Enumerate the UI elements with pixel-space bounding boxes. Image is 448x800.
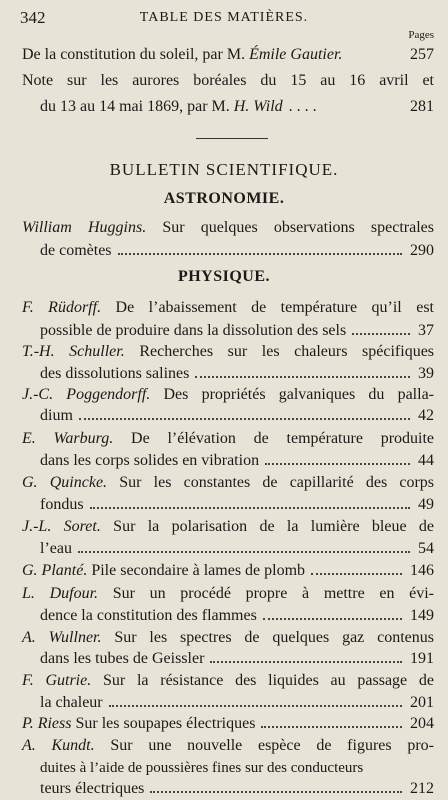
dot-leader [195,376,410,378]
entry-page: 204 [410,715,434,732]
dot-leader [261,726,402,728]
entry-author: F. Rüdorff. [22,299,102,316]
entry-page: 42 [418,407,434,424]
entry-author: A. Kundt. [22,737,95,754]
dot-leader [118,253,402,255]
dot-leader [210,661,402,663]
toc-entry-warburg-line2: dans les corps solides en vibration 44 [40,450,434,472]
entry-author: William Huggins. [22,219,147,236]
toc-entry-quincke-line1: G. Quincke. Sur les constantes de capillarité des corps [22,474,435,491]
dot-leader [265,463,410,465]
entry-page: 54 [418,540,434,557]
entry-page: 212 [410,780,434,797]
dot-leader [150,791,402,793]
dot-leader [79,418,410,420]
dot-leader: . . . . [288,98,317,115]
toc-entry-poggendorff-line2: dium 42 [40,405,434,427]
toc-entry-kundt-line2: duites à l’aide de poussières fines sur des conducteurs [40,760,364,776]
toc-entry-gautier: De la constitution du soleil, par M. Émile Gautier. 257 [22,44,434,66]
toc-entry-dufour-line2: dence la constitution des flammes 149 [40,605,434,627]
dot-leader [311,573,402,575]
entry-author: A. Wullner. [22,629,102,646]
entry-page: 149 [410,607,434,624]
entry-author: H. Wild [233,98,283,115]
entry-page: 146 [410,562,434,579]
entry-author: F. Gutrie. [22,672,92,689]
toc-entry-wullner-line2: dans les tubes de Geissler 191 [40,648,434,670]
entry-author: G. Quincke. [22,474,108,491]
entry-page: 257 [410,46,434,63]
toc-entry-rudorff-line2: possible de produire dans la dissolution des sels 37 [40,320,434,342]
page-number: 342 [20,8,46,27]
dot-leader [352,333,410,335]
entry-author: Émile Gautier. [249,46,343,63]
entry-page: 281 [410,98,434,115]
toc-entry-gutrie-line2: la chaleur 201 [40,692,434,714]
toc-entry-wild-line2: du 13 au 14 mai 1869, par M. H. Wild . . . . 281 [40,96,434,118]
entry-author: L. Dufour. [22,585,99,602]
entry-page: 290 [410,242,434,259]
entry-author: G. Planté. [22,562,88,579]
dot-leader [78,551,410,553]
entry-page: 39 [418,365,434,382]
entry-page: 37 [418,322,434,339]
entry-page: 201 [410,694,434,711]
bulletin-heading: BULLETIN SCIENTIFIQUE. [109,160,339,179]
toc-entry-dufour-line1: L. Dufour. Sur un procédé propre à mettre en évi- [22,585,435,602]
toc-entry-huggins-line1: William Huggins. Sur quelques observations spectrales [22,219,434,236]
entry-author: P. Riess [22,715,72,732]
section-heading-physique: PHYSIQUE. [177,268,271,285]
toc-entry-soret-line2: l’eau 54 [40,538,434,560]
section-heading-astronomie: ASTRONOMIE. [163,190,285,207]
entry-author: J.-L. Soret. [22,518,101,535]
toc-entry-kundt-line3: teurs électriques 212 [40,778,434,800]
toc-entry-wild-line1: Note sur les aurores boréales du 15 au 16 avril et [22,72,434,89]
toc-entry-plante: G. Planté. Pile secondaire à lames de plomb 146 [22,560,434,582]
dot-leader [263,618,402,620]
entry-page: 44 [418,452,434,469]
section-divider [196,138,268,139]
toc-entry-wullner-line1: A. Wullner. Sur les spectres de quelques gaz contenus [22,629,434,646]
toc-entry-riess: P. Riess Sur les soupapes électriques 204 [22,713,434,735]
toc-entry-poggendorff-line1: J.-C. Poggendorff. Des propriétés galvaniques du palla- [22,386,435,403]
pages-column-label: Pages [408,29,434,41]
toc-entry-schuller-line1: T.-H. Schuller. Recherches sur les chaleurs spécifiques [22,343,435,360]
toc-entry-soret-line1: J.-L. Soret. Sur la polarisation de la lumière bleue de [22,518,435,535]
dot-leader [109,705,402,707]
toc-entry-schuller-line2: des dissolutions salines 39 [40,363,434,385]
running-title: TABLE DES MATIÈRES. [139,10,309,25]
toc-entry-rudorff-line1: F. Rüdorff. De l’abaissement de température qu’il est [22,299,434,316]
toc-entry-gutrie-line1: F. Gutrie. Sur la résistance des liquides au passage de [22,672,435,689]
toc-entry-quincke-line2: fondus 49 [40,494,434,516]
entry-author: T.-H. Schuller. [22,343,125,360]
dot-leader [90,507,410,509]
entry-author: J.-C. Poggendorff. [22,386,151,403]
entry-page: 49 [418,496,434,513]
entry-author: E. Warburg. [22,430,114,447]
toc-entry-kundt-line1: A. Kundt. Sur une nouvelle espèce de figures pro- [22,737,434,754]
toc-entry-warburg-line1: E. Warburg. De l’élévation de température produite [22,430,435,447]
entry-page: 191 [410,650,434,667]
toc-entry-huggins-line2: de comètes 290 [40,240,434,262]
